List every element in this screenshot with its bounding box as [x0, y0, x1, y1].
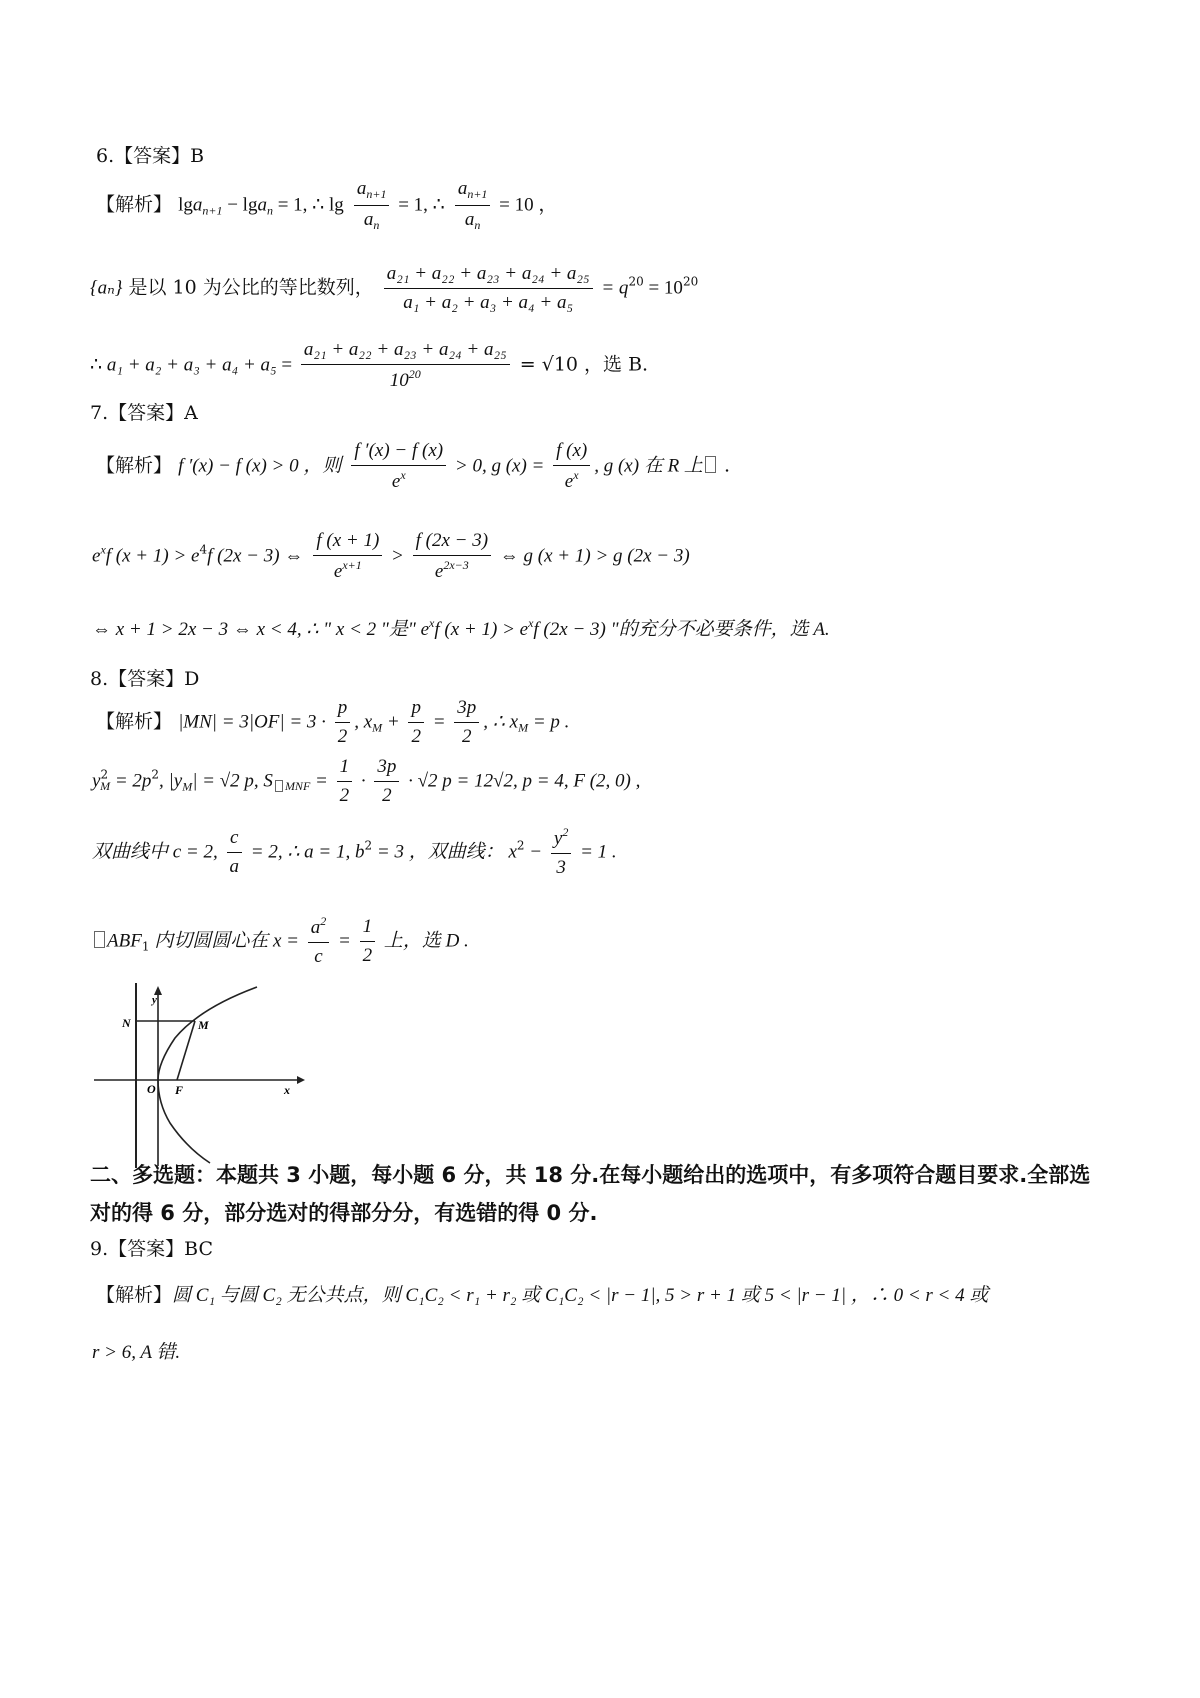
q7-line3: ⇔ x + 1 > 2x − 3 ⇔ x < 4, ∴ " x < 2 "是" $e^xf$ $(x + 1) > e^xf$ (2x − 3) "的充分不必要条件，选 A. [92, 616, 830, 640]
analysis-tag: 【解析】 [96, 1284, 173, 1306]
fraction: $\frac{3p}{2}$ [374, 756, 399, 807]
q7-answer: 7.【答案】A [90, 402, 198, 424]
x-axis-arrow-icon [297, 1076, 305, 1084]
fraction: $\frac{c}{a}$ [227, 827, 243, 878]
q9-line2: r > 6, A 错. [92, 1342, 181, 1363]
fraction: $\frac{\text{a₂₁ + a₂₂ + a₂₃ + a₂₄ + a₂₅}}{\text{a₁ + a₂ + a₃ + a₄ + a₅}}$ [384, 263, 593, 314]
fraction: $\frac{f (x)}{e^x}$ [553, 440, 590, 493]
label-o: O [147, 1082, 156, 1096]
fraction: $\frac{p}{2}$ [335, 697, 351, 748]
fraction: $\frac{f (2x - 3)}{e^{2x-3}}$ [413, 530, 491, 583]
segment-mf [177, 1021, 195, 1080]
missing-glyph-icon [705, 456, 716, 473]
label-x: x [284, 1083, 290, 1097]
q9-answer: 9.【答案】BC [90, 1238, 213, 1260]
fraction: $\frac{y^2}{3}$ [551, 826, 571, 879]
fraction: $\frac{a^2}{c}$ [308, 915, 330, 968]
section2-heading: 二、多选题：本题共 3 小题，每小题 6 分，共 18 分.在每小题给出的选项中，有多项符合题目要求.全部选对的得 6 分，部分选对的得部分分，有选错的得 0 分. [90, 1163, 1091, 1225]
parabola-curve [158, 987, 257, 1163]
q7-line2: $e^xf$ $(x + 1) > e^4f$ (2x − 3) ⇔ $\frac{f (x + 1)}{e^{x+1}}$ > $\frac{f (2x - 3)}{e^{2x-3}}$ ⇔ g (x + 1) > g (2x − 3) [92, 530, 690, 582]
fraction: $\frac{a_{n+1}}{a_n}$ [455, 178, 491, 233]
analysis-tag: 【解析】 [96, 710, 173, 733]
label-f: F [175, 1083, 184, 1097]
missing-glyph-icon [275, 780, 283, 792]
fraction: $\frac{f (x + 1)}{e^{x+1}}$ [313, 530, 382, 583]
q8-line1: 【解析】 |MN| = 3|OF| = 3 · $\frac{p}{2}$ , $x_M$ + $\frac{p}{2}$ = $\frac{3p}{2}$ , ∴ $x_M = p$ . [96, 697, 570, 747]
q8-line3: 双曲线中 c = 2, $\frac{c}{a}$ = 2, ∴ a = 1, $b^2 = 3$ ，双曲线： $x^2$ − $\frac{y^2}{3}$ = 1 . [92, 825, 617, 878]
fraction: $\frac{p}{2}$ [408, 697, 424, 748]
q8-line4: $ABF_1$ 内切圆圆心在 x = $\frac{a^2}{c}$ = $\frac{1}{2}$ 上，选 D . [92, 915, 469, 968]
fraction: $\frac{1}{2}$ [337, 756, 353, 807]
q6-line2: {aₙ} 是以 10 为公比的等比数列， $\frac{\text{a₂₁ + a₂₂ + a₂₃ + a₂₄ + a₂₅}}{\text{a₁ + a₂ + a₃ + a₄ + a₅}}$ = $q^{20} = 10^{20}$ [90, 263, 699, 313]
q8-answer: 8.【答案】D [90, 668, 200, 690]
fraction: $\frac{3p}{2}$ [454, 697, 479, 748]
fraction: $\frac{f '(x) - f (x)}{e^x}$ [351, 440, 446, 493]
label-y: y [152, 994, 157, 1006]
q6-line3: ∴ a₁ + a₂ + a₃ + a₄ + a₅ = $\frac{\text{a₂₁ + a₂₂ + a₂₃ + a₂₄ + a₂₅}}{10^{20}}$ = √10 ，选 B. [90, 339, 649, 391]
fraction: $\frac{1}{2}$ [360, 916, 376, 967]
q8-line2: $y^2_M = 2p^2$, $|y_M| = √2$ p, S $_{MNF}$ = $\frac{1}{2}$ · $\frac{3p}{2}$ · √2 p = 12√2, p = 4, F (2, 0) , [92, 756, 641, 806]
parabola-figure [92, 983, 307, 1168]
q6-answer: 6.【答案】B [96, 145, 205, 167]
q9-line1: 【解析】圆 C₁ 与圆 C₂ 无公共点，则 C₁C₂ < r₁ + r₂ 或 C₁C₂ < |r − 1|, 5 > r + 1 或 5 < |r − 1| ，∴ 0 < r < 4 或 [96, 1284, 989, 1306]
analysis-tag: 【解析】 [96, 454, 173, 477]
fraction: $\frac{a_{n+1}}{a_n}$ [354, 178, 390, 233]
q6-line1: 【解析】 lga$_{n+1}$ − lga$_n$ = 1, ∴ lg $\frac{a_{n+1}}{a_n}$ = 1, ∴ $\frac{a_{n+1}}{a_n}$ = 10 ， [96, 178, 558, 232]
analysis-tag: 【解析】 [96, 193, 173, 216]
missing-glyph-icon [94, 931, 105, 948]
label-m: M [198, 1018, 209, 1032]
fraction: $\frac{\text{a₂₁ + a₂₂ + a₂₃ + a₂₄ + a₂₅}}{10^{20}}$ [301, 339, 510, 392]
label-n: N [122, 1016, 131, 1030]
q7-line1: 【解析】 f ′(x) − f (x) > 0 ，则 $\frac{f '(x) - f (x)}{e^x}$ > 0, g (x) = $\frac{f (x)}{e^x}$ , g (x) 在 R 上 . [96, 440, 731, 492]
